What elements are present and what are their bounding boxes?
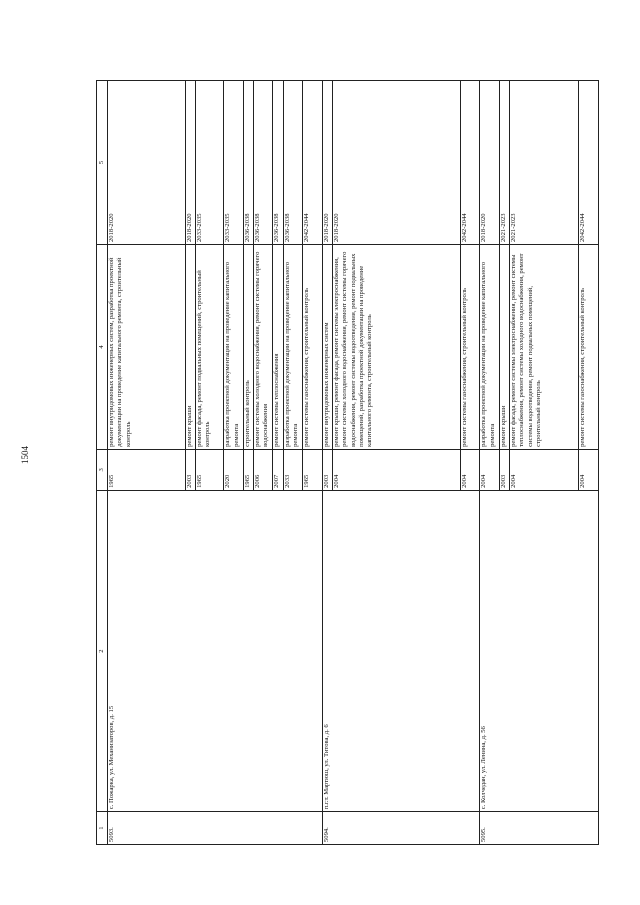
row-work: ремонт фасада, ремонт подвальных помещений, строительный контроль — [196, 244, 224, 449]
row-work: ремонт системы теплоснабжения — [273, 244, 283, 449]
row-year: 1965 — [303, 449, 323, 490]
row-work: ремонт внутридомовых инженерных систем — [322, 244, 332, 449]
row-year: 2006 — [253, 449, 273, 490]
row-year: 1965 — [196, 449, 224, 490]
header-col-1: 1 — [97, 812, 108, 845]
row-year: 1965 — [243, 449, 253, 490]
row-year: 1965 — [107, 449, 185, 490]
row-year: 2007 — [273, 449, 283, 490]
row-period: 2036-2038 — [283, 81, 303, 245]
row-work: разработка проектной документации на проведение капитального ремонта — [480, 244, 500, 449]
row-period: 2033-2035 — [224, 81, 244, 245]
row-year: 2004 — [509, 449, 578, 490]
row-year: 2004 — [480, 449, 500, 490]
table-row — [480, 81, 500, 845]
row-year: 2004 — [579, 449, 599, 490]
row-period: 2042-2044 — [460, 81, 480, 245]
record-number: 5094. — [322, 812, 480, 845]
row-period: 2036-2038 — [273, 81, 283, 245]
row-work: строительный контроль — [243, 244, 253, 449]
header-col-2: 2 — [97, 490, 108, 811]
row-work: ремонт системы холодного водоснабжения, ремонт системы горячего водоснабжения — [253, 244, 273, 449]
record-number: 5095. — [480, 812, 599, 845]
header-row — [97, 81, 108, 845]
row-period: 2042-2044 — [579, 81, 599, 245]
row-work: ремонт внутридомовых инженерных систем, разработка проектной документации на проведение капитального ремонта, строительный контроль — [107, 244, 185, 449]
table-row — [107, 81, 185, 845]
row-year: 2003 — [185, 449, 195, 490]
row-period: 2018-2020 — [322, 81, 332, 245]
row-year: 2003 — [499, 449, 509, 490]
record-number: 5093. — [107, 812, 322, 845]
record-address: с. Пожарка, ул. Механизаторов, д. 15 — [107, 490, 322, 811]
row-work: ремонт фасада, ремонт системы электроснабжения, ремонт системы теплоснабжения, ремонт системы холодного водоснабжения, ремонт системы водоотведения, ремонт подвальных помещений, строительный контроль — [509, 244, 578, 449]
row-work: ремонт системы газоснабжения, строительный контроль — [579, 244, 599, 449]
row-period: 2018-2020 — [480, 81, 500, 245]
page-number: 1504 — [20, 446, 30, 464]
rotated-table-container — [96, 80, 599, 845]
row-period: 2018-2020 — [332, 81, 460, 245]
header-col-5: 5 — [97, 81, 108, 245]
row-work: разработка проектной документации на проведение капитального ремонта — [283, 244, 303, 449]
row-work: разработка проектной документации на проведение капитального ремонта — [224, 244, 244, 449]
row-work: ремонт системы газоснабжения, строительный контроль — [460, 244, 480, 449]
row-period: 2021-2023 — [499, 81, 509, 245]
row-period: 2018-2020 — [107, 81, 185, 245]
row-period: 2036-2038 — [253, 81, 273, 245]
row-period: 2033-2035 — [196, 81, 224, 245]
repair-schedule-table — [96, 80, 599, 845]
row-year: 2004 — [332, 449, 460, 490]
record-address: с. Колчедан, ул. Ленина, д. 56 — [480, 490, 599, 811]
row-work: ремонт системы газоснабжения, строительный контроль — [303, 244, 323, 449]
row-work: ремонт крыши — [499, 244, 509, 449]
row-work: ремонт крыши, ремонт фасада, ремонт системы электроснабжения, ремонт системы холодного водоснабжения, ремонт системы горячего водоснабжения, ремонт системы водоотведения, ремонт подвальных помещений, разработка проектной документации на проведение капитального ремонта, строительный контроль — [332, 244, 460, 449]
row-year: 2003 — [322, 449, 332, 490]
header-col-4: 4 — [97, 244, 108, 449]
row-year: 2020 — [224, 449, 244, 490]
header-col-3: 3 — [97, 449, 108, 490]
row-period: 2021-2023 — [509, 81, 578, 245]
row-work: ремонт крыши — [185, 244, 195, 449]
table-row — [322, 81, 332, 845]
row-period: 2042-2044 — [303, 81, 323, 245]
row-period: 2018-2020 — [185, 81, 195, 245]
record-address: п.г.т. Мартюш, ул. Титова, д. 6 — [322, 490, 480, 811]
row-period: 2036-2038 — [243, 81, 253, 245]
row-year: 2004 — [460, 449, 480, 490]
row-year: 2033 — [283, 449, 303, 490]
